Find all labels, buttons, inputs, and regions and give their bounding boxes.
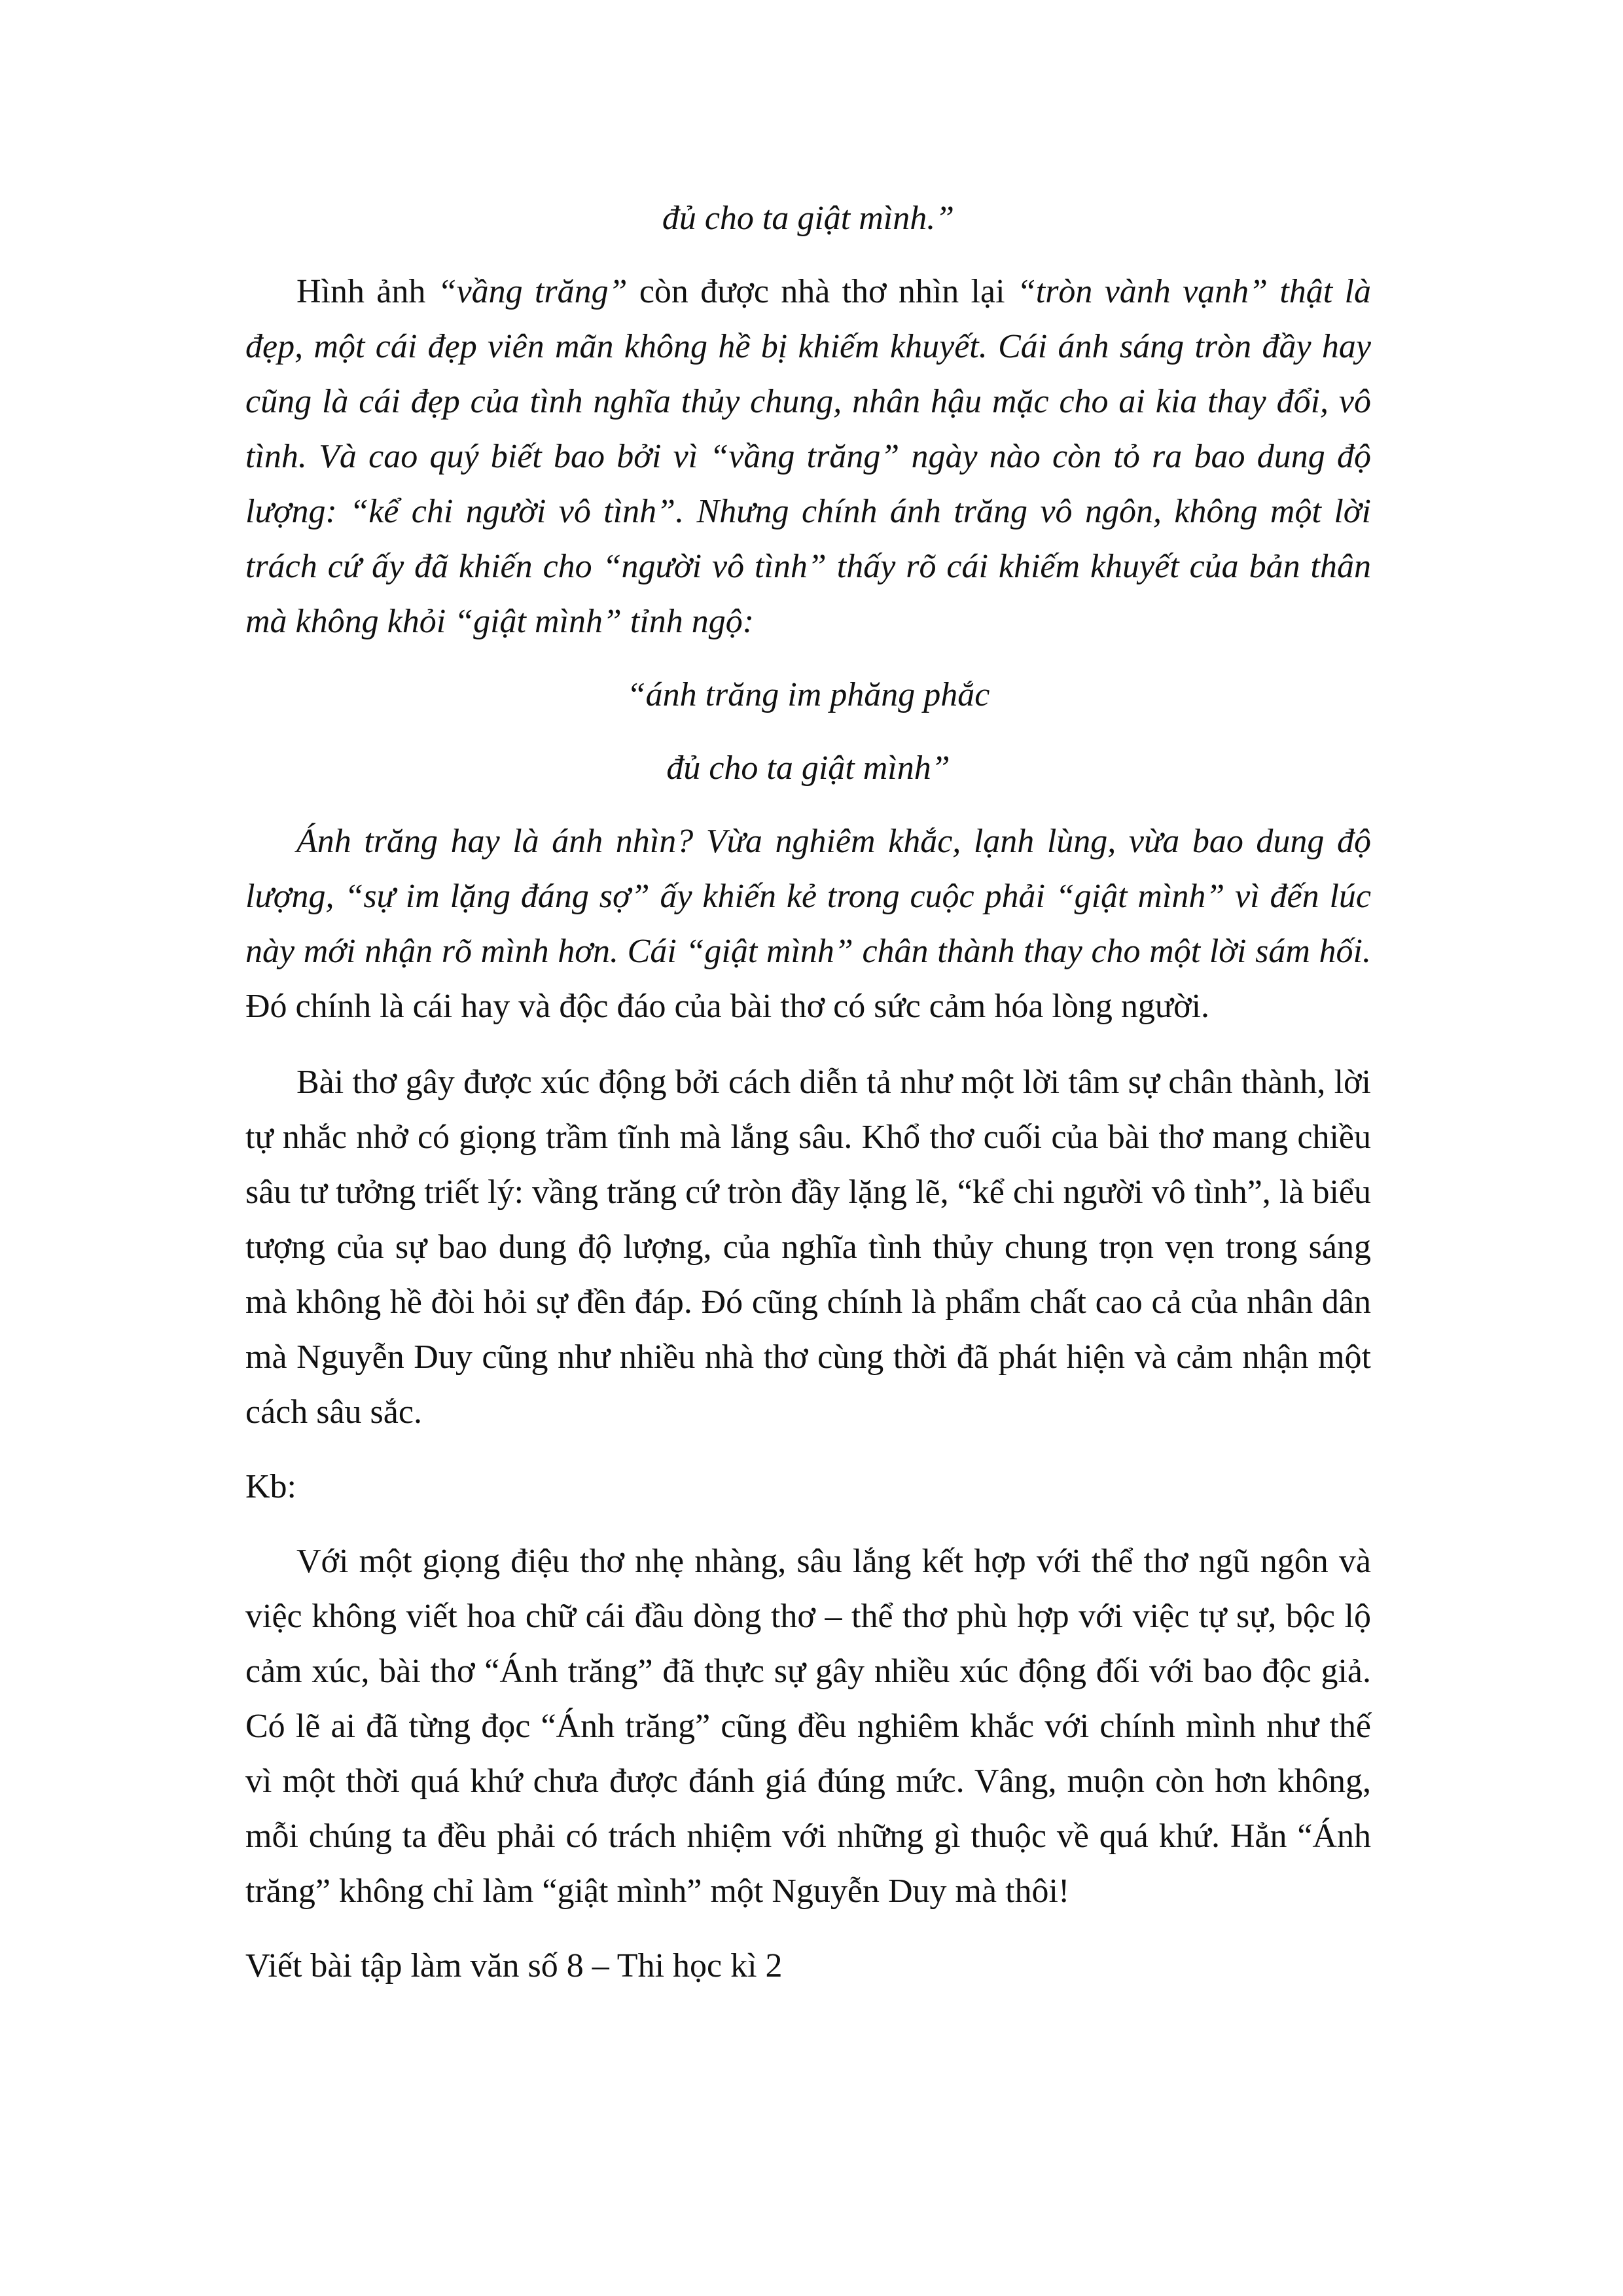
paragraph-gaze: [245, 814, 1371, 1034]
para2-italic: Ánh trăng hay là ánh nhìn? Vừa nghiêm khắc, lạnh lùng, vừa bao dung độ lượng, “sự im lặng đáng sợ” ấy khiến kẻ trong cuộc phải “giật mình” vì đến lúc này mới nhận rõ mình hơn. Cái “giật mình” chân thành thay cho một lời sám hối.: [245, 823, 1371, 970]
verse-end-text: đủ cho ta giật mình.”: [662, 200, 955, 237]
paragraph-moon-image: [245, 264, 1371, 649]
assignment-title: Viết bài tập làm văn số 8 – Thi học kì 2: [245, 1947, 783, 1984]
paragraph-conclusion: Với một giọng điệu thơ nhẹ nhàng, sâu lắng kết hợp với thể thơ ngũ ngôn và việc không viết hoa chữ cái đầu dòng thơ – thể thơ phù hợp với việc tự sự, bộc lộ cảm xúc, bài thơ “Ánh trăng” đã thực sự gây nhiều xúc động đối với bao độc giả. Có lẽ ai đã từng đọc “Ánh trăng” cũng đều nghiêm khắc với chính mình như thế vì một thời quá khứ chưa được đánh giá đúng mức. Vâng, muộn còn hơn không, mỗi chúng ta đều phải có trách nhiệm với những gì thuộc về quá khứ. Hẳn “Ánh trăng” không chỉ làm “giật mình” một Nguyễn Duy mà thôi!: [245, 1543, 1371, 1910]
paragraph-emotion: Bài thơ gây được xúc động bởi cách diễn tả như một lời tâm sự chân thành, lời tự nhắc nhở có giọng trầm tĩnh mà lắng sâu. Khổ thơ cuối của bài thơ mang chiều sâu tư tưởng triết lý: vầng trăng cứ tròn đầy lặng lẽ, “kể chi người vô tình”, là biểu tượng của sự bao dung độ lượng, của nghĩa tình thủy chung trọn vẹn trong sáng mà không hề đòi hỏi sự đền đáp. Đó cũng chính là phẩm chất cao cả của nhân dân mà Nguyễn Duy cũng như nhiều nhà thơ cùng thời đã phát hiện và cảm nhận một cách sâu sắc.: [245, 1064, 1371, 1431]
verse-line-1-text: “ánh trăng im phăng phắc: [626, 676, 990, 713]
para1-quote-a: “vầng trăng”: [437, 273, 628, 310]
para2-text: Đó chính là cái hay và độc đáo của bài thơ có sức cảm hóa lòng người.: [245, 988, 1210, 1025]
verse-line-1: [245, 668, 1371, 723]
verse-line-2: [245, 741, 1371, 796]
para1-text-a: Hình ảnh: [296, 273, 438, 310]
document-body: [245, 191, 1371, 1994]
para1-italic-b: Cái ánh sáng tròn đầy hay cũng là cái đẹp của tình nghĩa thủy chung, nhân hậu mặc cho ai kia thay đổi, vô tình. Và cao quý biết bao bởi vì “vầng trăng” ngày nào còn tỏ ra bao dung độ lượng: “kể chi người vô tình”. Nhưng chính ánh trăng vô ngôn, không một lời trách cứ ấy đã khiến cho “người vô tình” thấy rõ cái khiếm khuyết của bản thân mà không khỏi “giật mình” tỉnh ngộ:: [245, 328, 1371, 640]
para1-italic-a: “tròn vành vạnh” thật là đẹp, một cái đẹp viên mãn không hề bị khiếm khuyết.: [245, 273, 1371, 365]
verse-line-2-text: đủ cho ta giật mình”: [666, 749, 950, 787]
para1-text-b: còn được nhà thơ nhìn lại: [627, 273, 1017, 310]
conclusion-label: Kb:: [245, 1468, 296, 1505]
verse-end-line: [245, 191, 1371, 246]
